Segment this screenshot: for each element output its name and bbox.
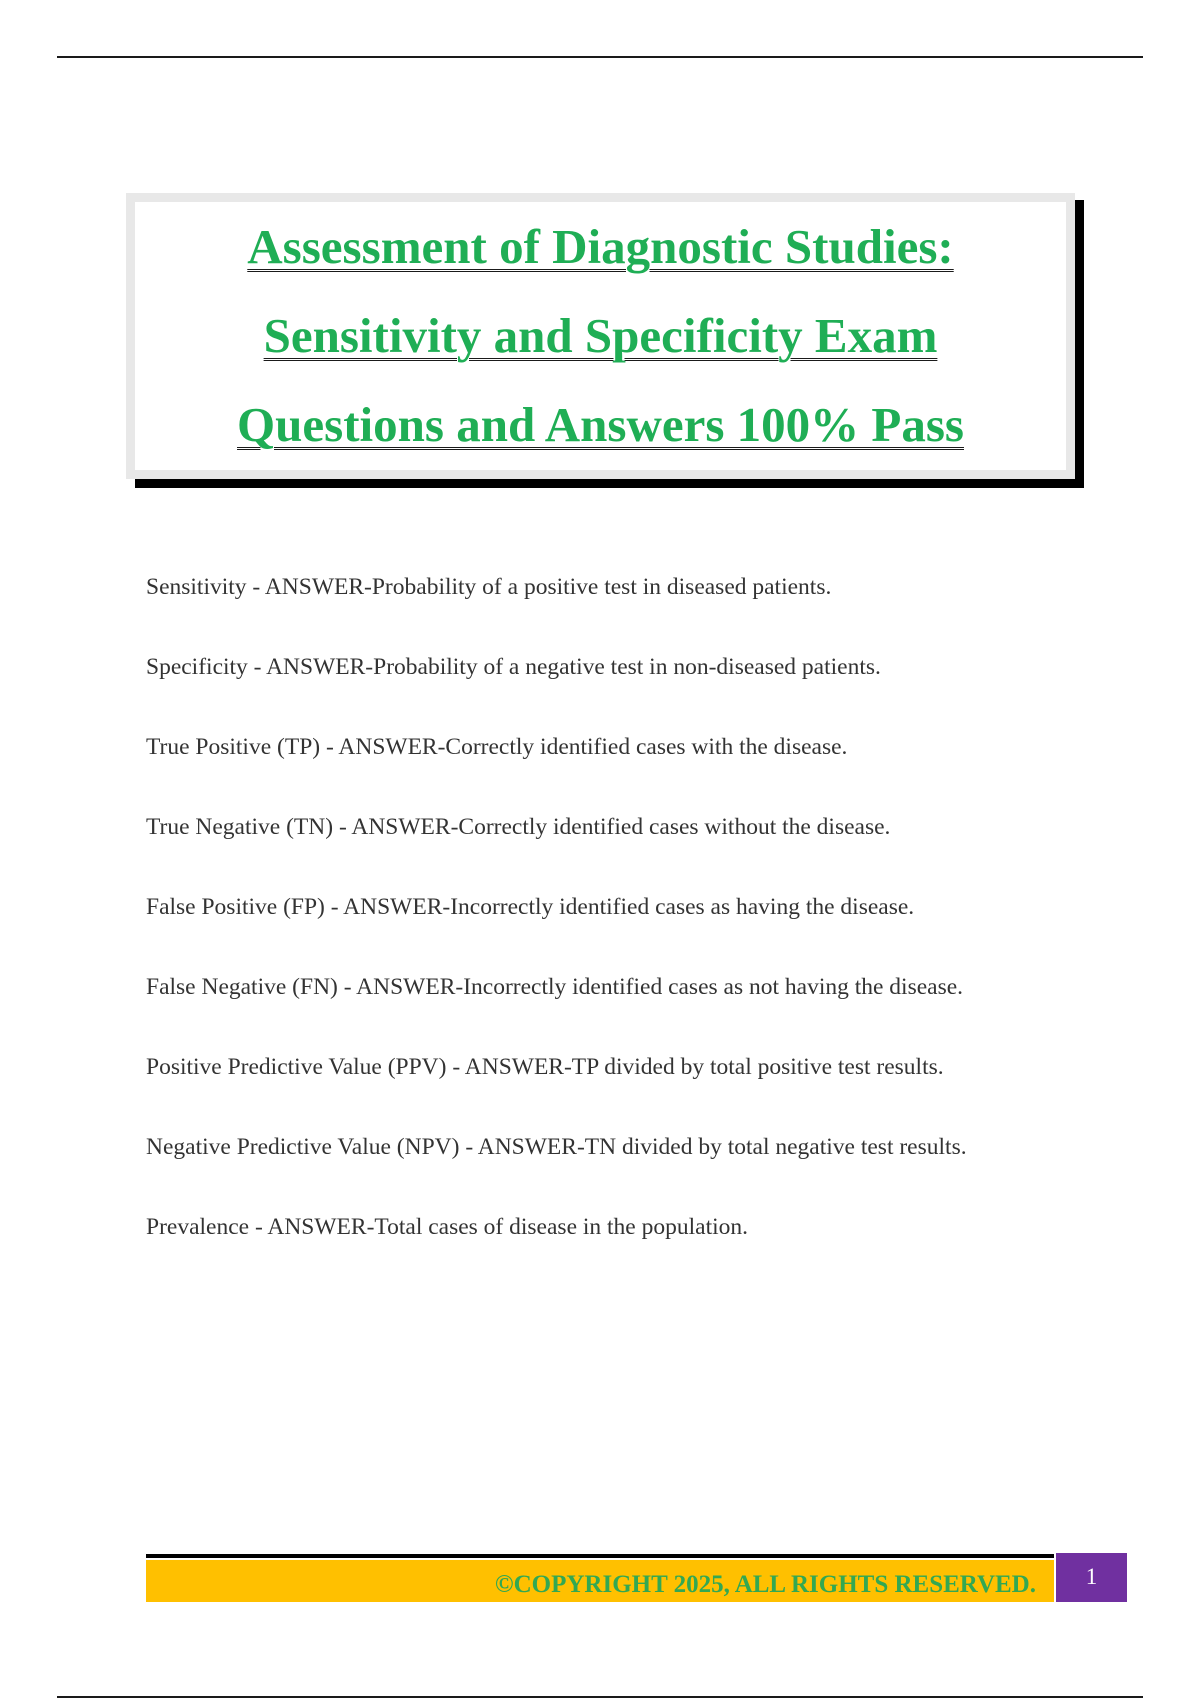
- title-line-1: Assessment of Diagnostic Studies:: [247, 219, 954, 274]
- top-rule: [57, 56, 1143, 58]
- footer-rule: [146, 1554, 1054, 1558]
- qa-item-ppv: Positive Predictive Value (PPV) - ANSWER-TP divided by total positive test results.: [146, 1054, 944, 1080]
- qa-item-true-positive: True Positive (TP) - ANSWER-Correctly identified cases with the disease.: [146, 734, 848, 760]
- title-line-2: Sensitivity and Specificity Exam: [263, 308, 938, 363]
- qa-item-specificity: Specificity - ANSWER-Probability of a negative test in non-diseased patients.: [146, 654, 881, 680]
- bottom-rule: [57, 1696, 1143, 1698]
- title-box: [126, 193, 1075, 479]
- qa-list: [146, 555, 1046, 1275]
- qa-item-false-positive: False Positive (FP) - ANSWER-Incorrectly identified cases as having the disease.: [146, 894, 915, 920]
- document-title: [135, 202, 1066, 469]
- copyright-text: ©COPYRIGHT 2025, ALL RIGHTS RESERVED.: [494, 1571, 1036, 1598]
- page-number: 1: [1056, 1553, 1127, 1602]
- title-line-3: Questions and Answers 100% Pass: [237, 397, 964, 452]
- qa-item-sensitivity: Sensitivity - ANSWER-Probability of a positive test in diseased patients.: [146, 574, 832, 600]
- qa-item-false-negative: False Negative (FN) - ANSWER-Incorrectly identified cases as not having the disease.: [146, 974, 964, 1000]
- qa-item-npv: Negative Predictive Value (NPV) - ANSWER-TN divided by total negative test results.: [146, 1134, 967, 1160]
- footer-band: [146, 1560, 1054, 1602]
- qa-item-prevalence: Prevalence - ANSWER-Total cases of disease in the population.: [146, 1214, 749, 1240]
- qa-item-true-negative: True Negative (TN) - ANSWER-Correctly identified cases without the disease.: [146, 814, 891, 840]
